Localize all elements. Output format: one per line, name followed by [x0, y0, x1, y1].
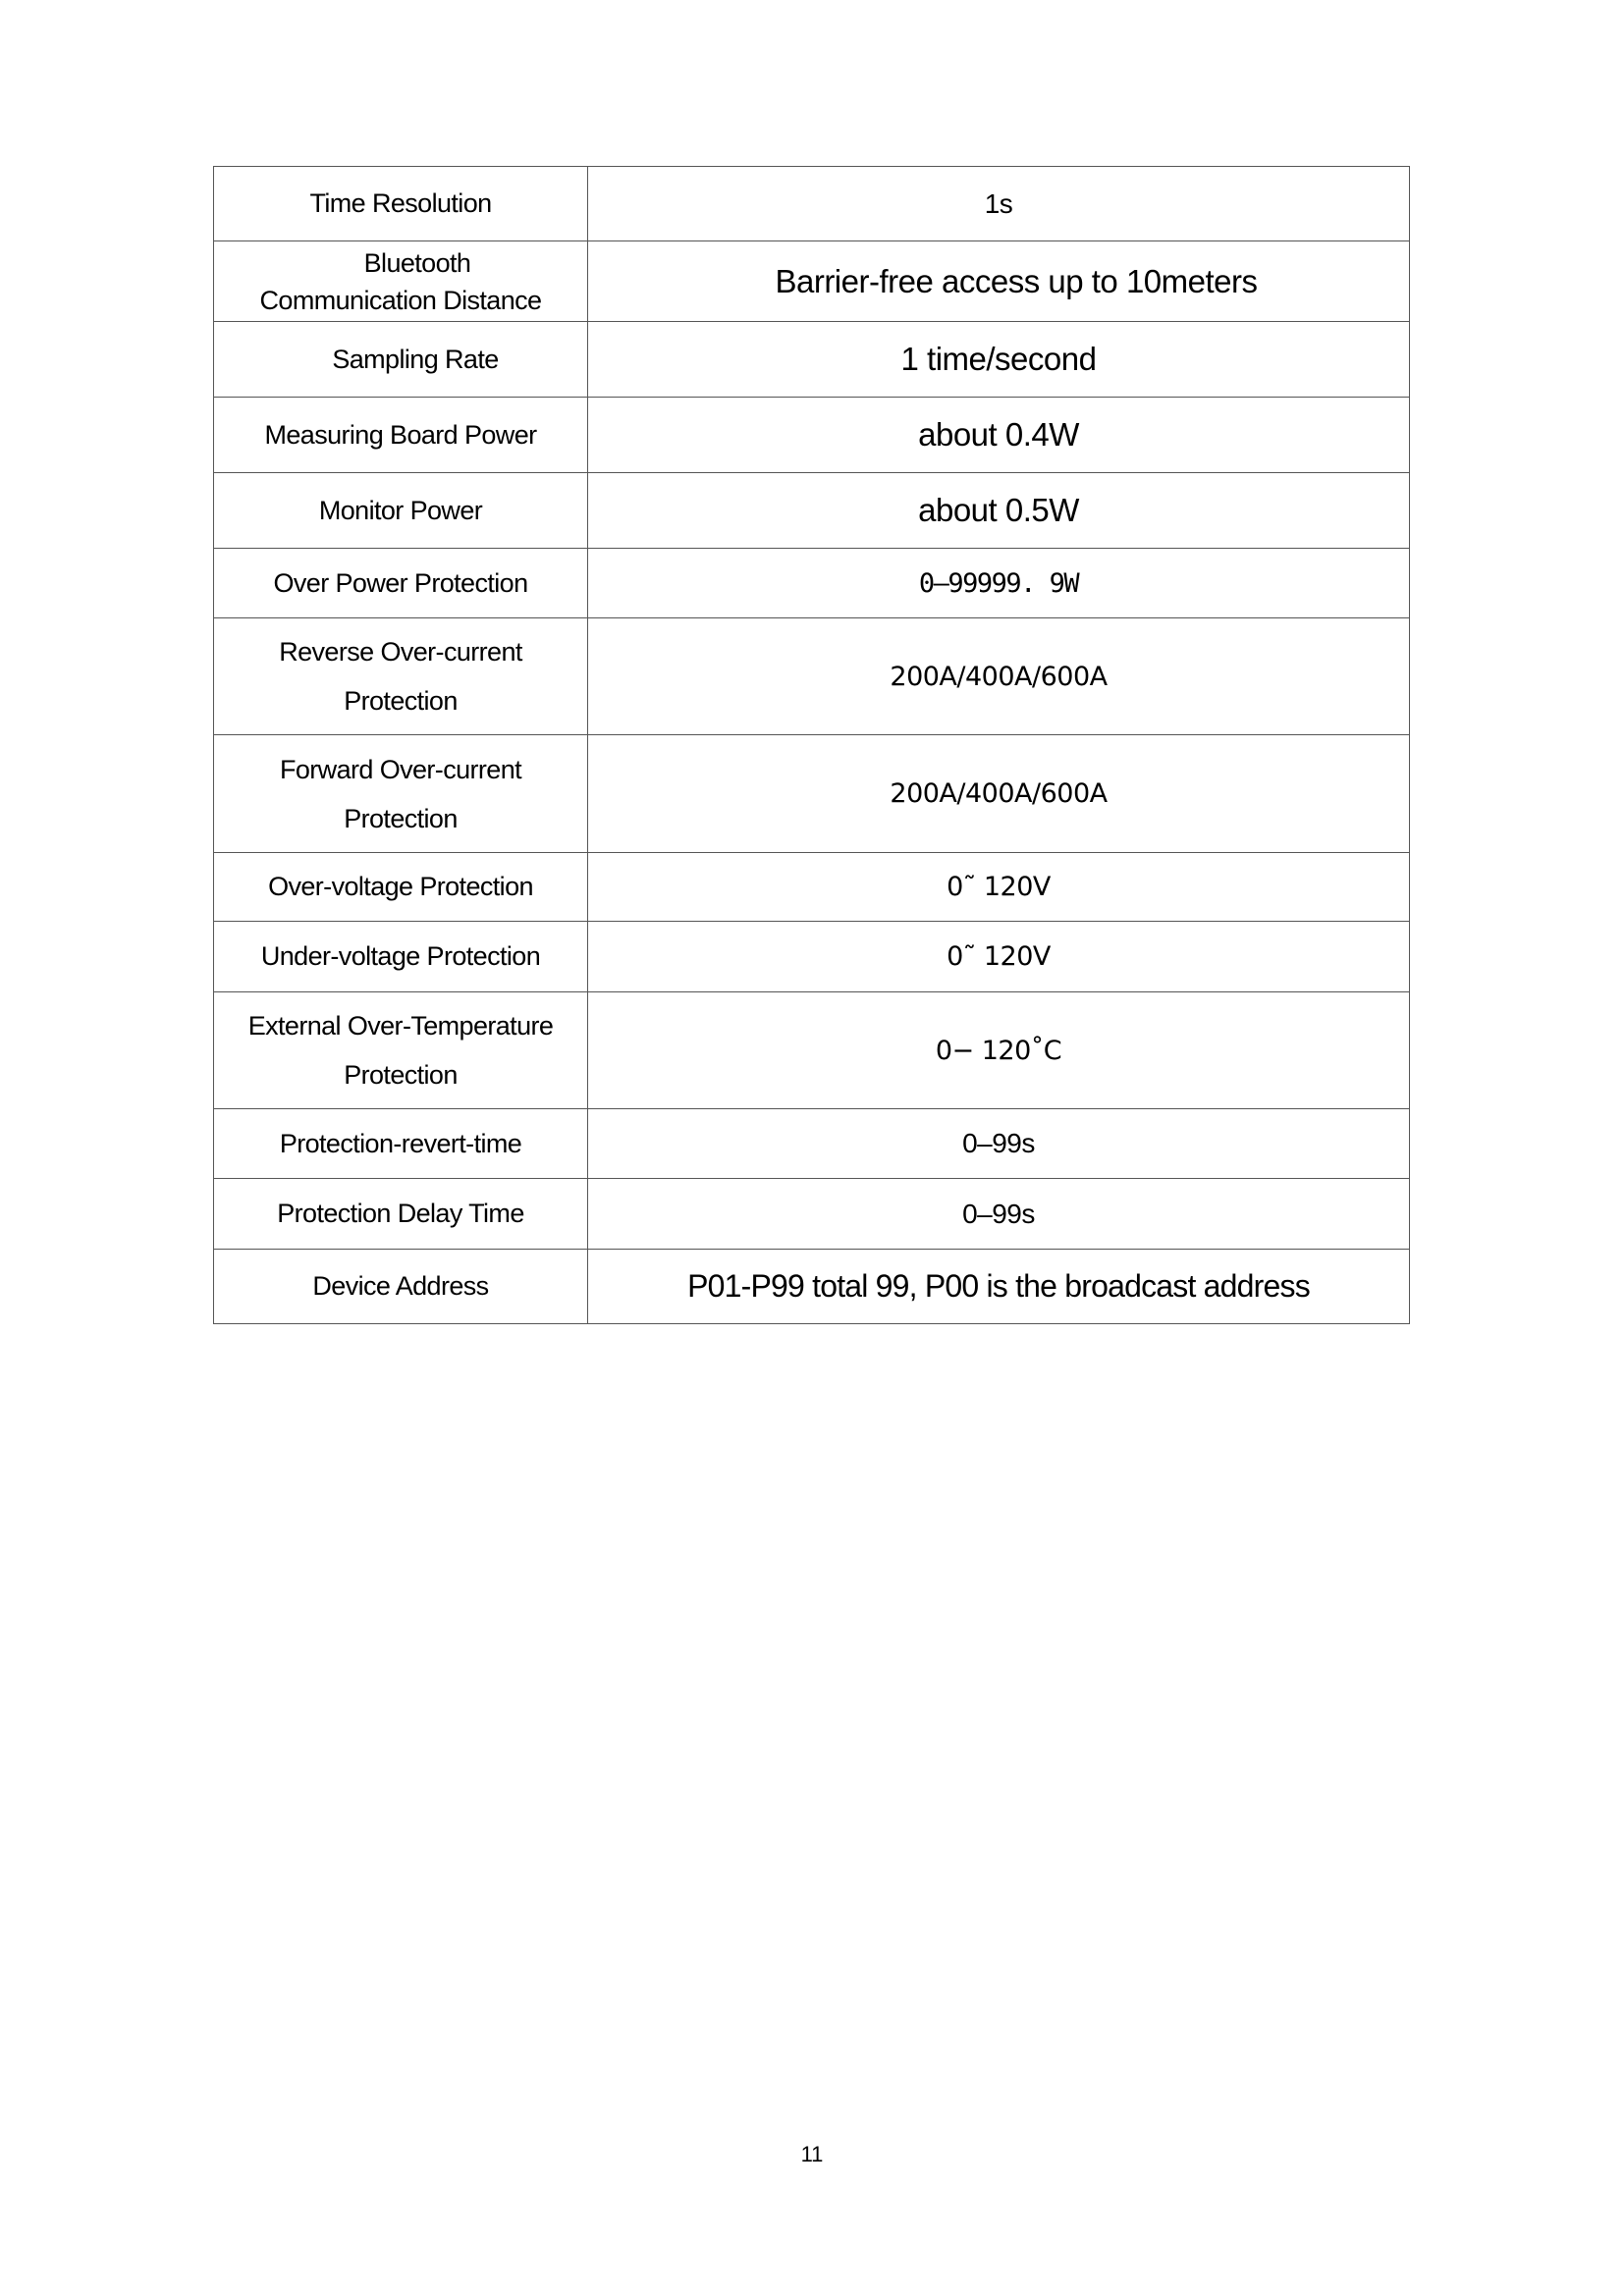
- table-row: [214, 735, 1410, 853]
- row-label-line: Protection: [344, 803, 458, 833]
- row-label-line: Protection: [344, 1060, 458, 1090]
- table-row: [214, 241, 1410, 322]
- row-label-line: External Over-Temperature: [247, 1011, 554, 1041]
- row-value: 0–99s: [588, 1179, 1410, 1250]
- row-label: [214, 618, 588, 735]
- row-label-line: Bluetooth: [363, 247, 471, 278]
- row-label: Sampling Rate: [214, 322, 588, 398]
- row-value: 1 time/second: [588, 322, 1410, 398]
- row-value: 0˜ 120V: [588, 853, 1410, 922]
- row-label: Protection-revert-time: [214, 1109, 588, 1179]
- row-label: Protection Delay Time: [214, 1179, 588, 1250]
- page-number: 11: [800, 2142, 824, 2166]
- table-row: [214, 398, 1410, 473]
- row-value: 1s: [588, 167, 1410, 241]
- row-label: Measuring Board Power: [214, 398, 588, 473]
- row-value: 0–99s: [588, 1109, 1410, 1179]
- table-row: [214, 549, 1410, 618]
- row-label-line: Communication Distance: [259, 285, 542, 315]
- table-row: [214, 853, 1410, 922]
- row-value: 0− 120˚C: [588, 992, 1410, 1109]
- row-label: Device Address: [214, 1250, 588, 1324]
- row-label: [214, 735, 588, 853]
- table-row: [214, 473, 1410, 549]
- specifications-table: [213, 166, 1410, 1324]
- table-row: [214, 1179, 1410, 1250]
- table-row: [214, 1109, 1410, 1179]
- row-value: about 0.4W: [588, 398, 1410, 473]
- row-value: 200A/400A/600A: [588, 735, 1410, 853]
- row-label: Time Resolution: [214, 167, 588, 241]
- table-row: [214, 1250, 1410, 1324]
- table-row: [214, 618, 1410, 735]
- row-value: P01-P99 total 99, P00 is the broadcast address: [588, 1250, 1410, 1324]
- row-label: [214, 241, 588, 322]
- row-label: Under-voltage Protection: [214, 922, 588, 992]
- table-row: [214, 322, 1410, 398]
- row-value: Barrier-free access up to 10meters: [588, 241, 1410, 322]
- row-label: [214, 992, 588, 1109]
- row-label: Monitor Power: [214, 473, 588, 549]
- row-value: 0˜ 120V: [588, 922, 1410, 992]
- table-row: [214, 922, 1410, 992]
- row-value: about 0.5W: [588, 473, 1410, 549]
- row-label: Over Power Protection: [214, 549, 588, 618]
- row-value: 0—99999. 9W: [588, 549, 1410, 618]
- row-label: Over-voltage Protection: [214, 853, 588, 922]
- row-label-line: Protection: [344, 686, 458, 716]
- table-row: [214, 167, 1410, 241]
- row-label-line: Forward Over-current: [279, 754, 522, 784]
- row-label-line: Reverse Over-current: [279, 637, 522, 667]
- table-row: [214, 992, 1410, 1109]
- row-value: 200A/400A/600A: [588, 618, 1410, 735]
